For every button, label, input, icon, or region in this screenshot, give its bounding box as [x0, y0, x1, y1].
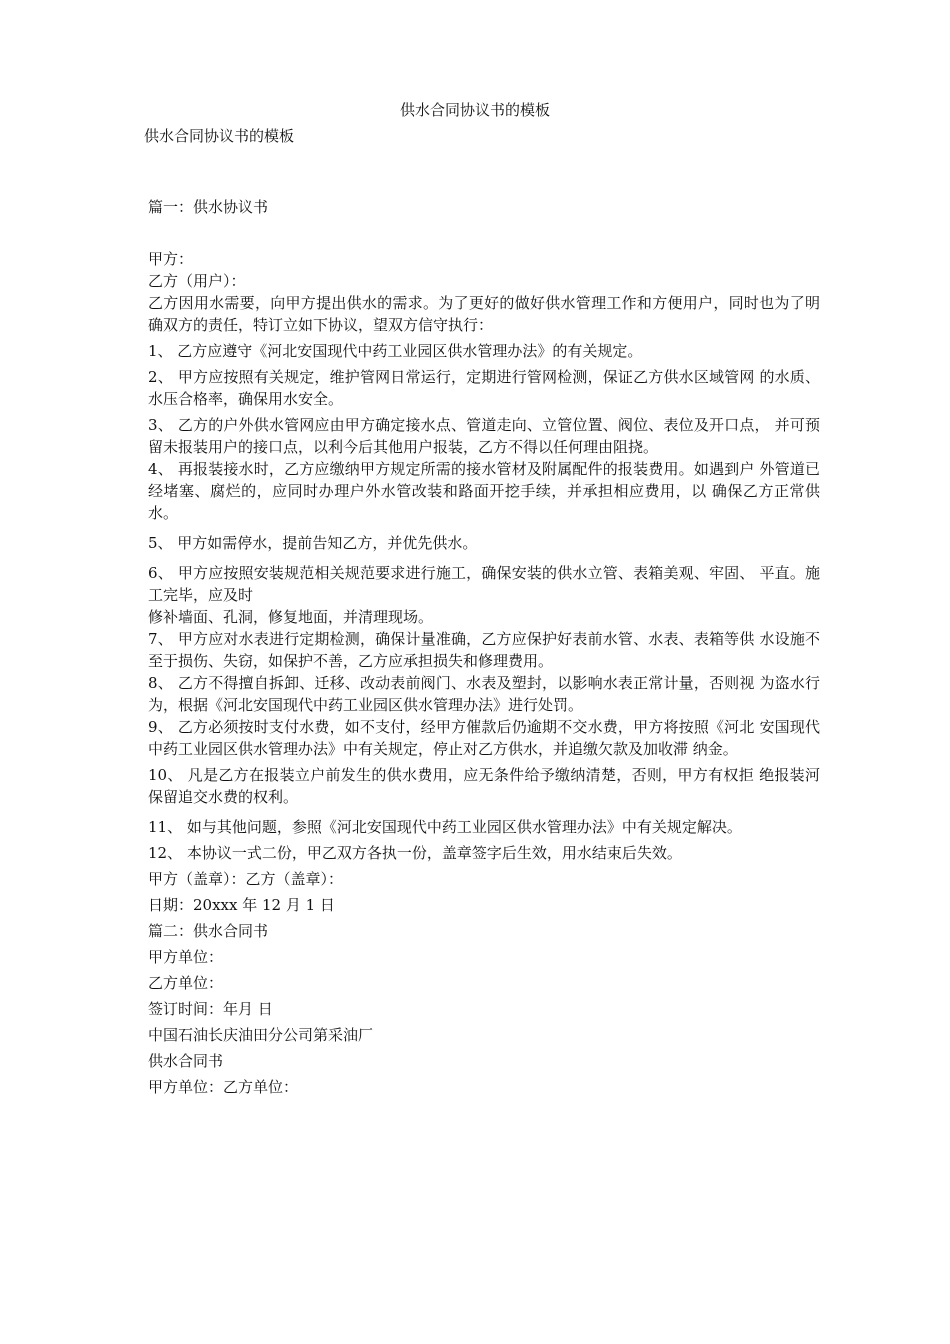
signing-time-line: 签订时间：年月 日 — [148, 1000, 273, 1018]
document-body — [148, 196, 820, 1098]
clause-11: 11、 如与其他问题，参照《河北安国现代中药工业园区供水管理办法》中有关规定解决。 — [148, 818, 742, 836]
clause-4: 4、 再报装接水时，乙方应缴纳甲方规定所需的接水管材及附属配件的报装费用。如遇到户 外管道已经堵塞、腐烂的，应同时办理户外水管改装和路面开挖手续，并承担相应费用，以 确保乙方正常供水。 — [148, 460, 820, 522]
party-b-unit-line: 乙方单位： — [148, 974, 224, 992]
clause-3: 3、 乙方的户外供水管网应由甲方确定接水点、管道走向、立管位置、阀位、表位及开口点， 并可预留未报装用户的接口点，以利今后其他用户报装，乙方不得以任何理由阻挠。 — [148, 416, 820, 456]
document-title: 供水合同协议书的模板 — [144, 127, 295, 145]
party-b-line: 乙方（用户）： — [148, 272, 246, 290]
clause-6: 6、 甲方应按照安装规范相关规范要求进行施工，确保安装的供水立管、表箱美观、牢固、 平直。施工完毕，应及时 — [148, 564, 820, 604]
company-name-line: 中国石油长庆油田分公司第采油厂 — [148, 1026, 374, 1044]
clause-1: 1、 乙方应遵守《河北安国现代中药工业园区供水管理办法》的有关规定。 — [148, 342, 643, 360]
party-a-unit-line: 甲方单位： — [148, 948, 224, 966]
section-heading-two: 篇二：供水合同书 — [148, 922, 269, 940]
clause-8: 8、 乙方不得擅自拆卸、迁移、改动表前阀门、水表及塑封，以影响水表正常计量，否则视 为盗水行为，根据《河北安国现代中药工业园区供水管理办法》进行处罚。 — [148, 674, 820, 714]
contract-title-line: 供水合同书 — [148, 1052, 224, 1070]
party-a-line: 甲方： — [148, 250, 194, 268]
page-header-title: 供水合同协议书的模板 — [399, 101, 550, 119]
signature-line: 甲方（盖章）：乙方（盖章）： — [148, 870, 344, 888]
clause-7: 7、 甲方应对水表进行定期检测，确保计量准确，乙方应保护好表前水管、水表、表箱等供 水设施不至于损伤、失窃，如保护不善，乙方应承担损失和修理费用。 — [148, 630, 820, 670]
clause-2: 2、 甲方应按照有关规定，维护管网日常运行，定期进行管网检测，保证乙方供水区域管网 的水质、水压合格率，确保用水安全。 — [148, 368, 820, 408]
clause-5: 5、 甲方如需停水，提前告知乙方，并优先供水。 — [148, 534, 478, 552]
clause-6-continued: 修补墙面、孔洞，修复地面，并清理现场。 — [148, 608, 434, 626]
date-line: 日期：20xxx 年 12 月 1 日 — [148, 896, 335, 914]
clause-9: 9、 乙方必须按时支付水费，如不支付，经甲方催款后仍逾期不交水费，甲方将按照《河北 安国现代中药工业园区供水管理办法》中有关规定，停止对乙方供水，并追缴欠款及加收滞 纳金。 — [148, 718, 820, 758]
party-units-line: 甲方单位：乙方单位： — [148, 1078, 299, 1096]
preamble-paragraph: 乙方因用水需要，向甲方提出供水的需求。为了更好的做好供水管理工作和方便用户，同时也为了明确双方的责任，特订立如下协议，望双方信守执行： — [148, 294, 820, 334]
section-heading-one: 篇一：供水协议书 — [148, 198, 269, 216]
clause-10: 10、 凡是乙方在报装立户前发生的供水费用，应无条件给予缴纳清楚，否则，甲方有权拒 绝报装河保留追交水费的权利。 — [148, 766, 820, 806]
clause-12: 12、 本协议一式二份，甲乙双方各执一份，盖章签字后生效，用水结束后失效。 — [148, 844, 682, 862]
